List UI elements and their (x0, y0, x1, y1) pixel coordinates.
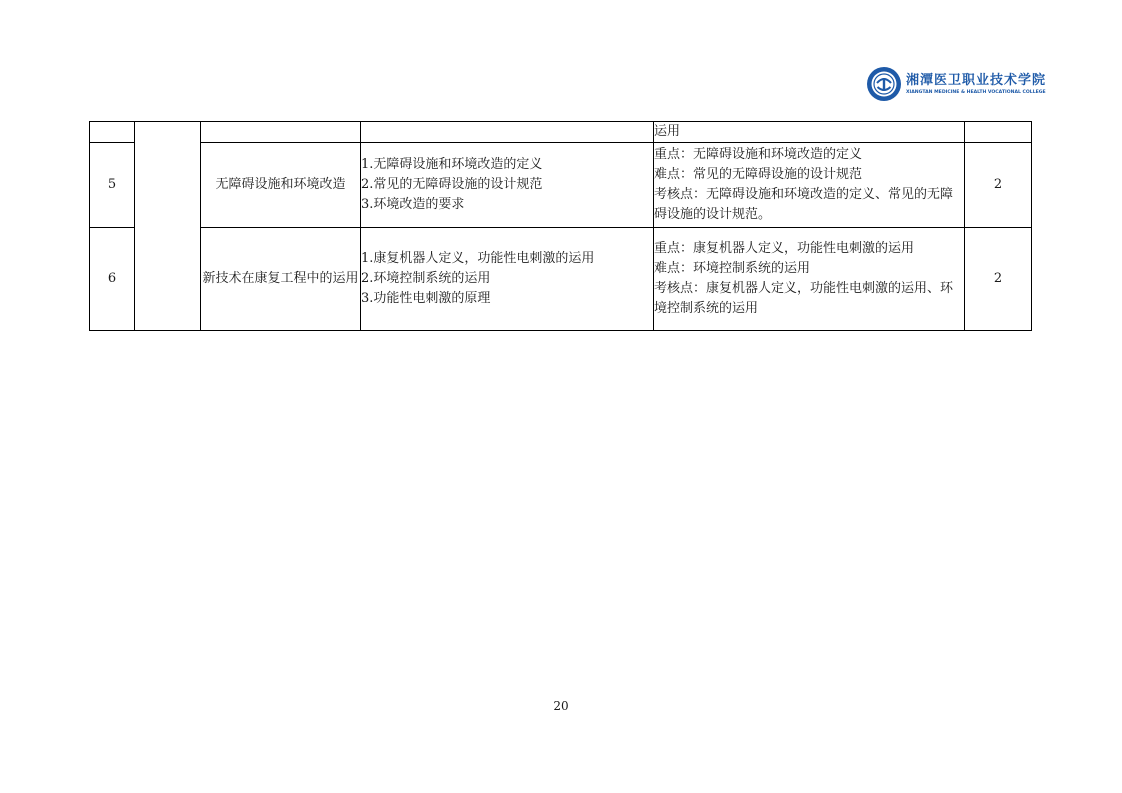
page-number: 20 (553, 699, 569, 713)
content-item: 1.无障碍设施和环境改造的定义 (361, 157, 543, 172)
content-item: 1.康复机器人定义，功能性电刺激的运用 (361, 251, 595, 266)
topic-cell (201, 143, 361, 228)
content-item: 3.环境改造的要求 (361, 197, 465, 212)
topic-text: 无障碍设施和环境改造 (215, 177, 346, 192)
college-emblem-icon (866, 66, 902, 102)
notes-cell (654, 143, 965, 228)
content-cell (361, 228, 654, 331)
content-cell (361, 122, 654, 143)
topic-text: 新技术在康复工程中的运用 (202, 271, 359, 286)
key-point: 重点：康复机器人定义，功能性电刺激的运用 (654, 241, 915, 256)
hours-cell: 2 (965, 143, 1032, 228)
table-row (90, 228, 1032, 331)
difficult-point: 难点：常见的无障碍设施的设计规范 (654, 167, 863, 182)
notes-cell: 运用 (654, 122, 965, 143)
topic-cell (201, 228, 361, 331)
row-number-cell (90, 122, 135, 143)
table-row (90, 143, 1032, 228)
row-number-cell: 6 (90, 228, 135, 331)
logo-english-name: XIANGTAN MEDICINE & HEALTH VOCATIONAL COLLEGE (906, 89, 1046, 95)
content-item: 2.环境控制系统的运用 (361, 271, 491, 286)
course-schedule-table (89, 121, 1032, 331)
notes-cell (654, 228, 965, 331)
table-row (90, 122, 1032, 143)
content-item: 3.功能性电刺激的原理 (361, 291, 491, 306)
topic-cell (201, 122, 361, 143)
hours-cell: 2 (965, 228, 1032, 331)
logo-text (906, 73, 1046, 96)
assessment-point: 考核点：无障碍设施和环境改造的定义、常见的无障碍设施的设计规范。 (654, 187, 954, 222)
difficult-point: 难点：环境控制系统的运用 (654, 261, 811, 276)
content-cell (361, 143, 654, 228)
assessment-point: 考核点：康复机器人定义，功能性电刺激的运用、环境控制系统的运用 (654, 281, 954, 316)
hours-cell (965, 122, 1032, 143)
logo-chinese-name: 湘潭医卫职业技术学院 (906, 72, 1047, 88)
content-item: 2.常见的无障碍设施的设计规范 (361, 177, 543, 192)
key-point: 重点：无障碍设施和环境改造的定义 (654, 147, 863, 162)
college-logo (866, 64, 1047, 104)
module-cell (135, 122, 201, 331)
row-number-cell: 5 (90, 143, 135, 228)
